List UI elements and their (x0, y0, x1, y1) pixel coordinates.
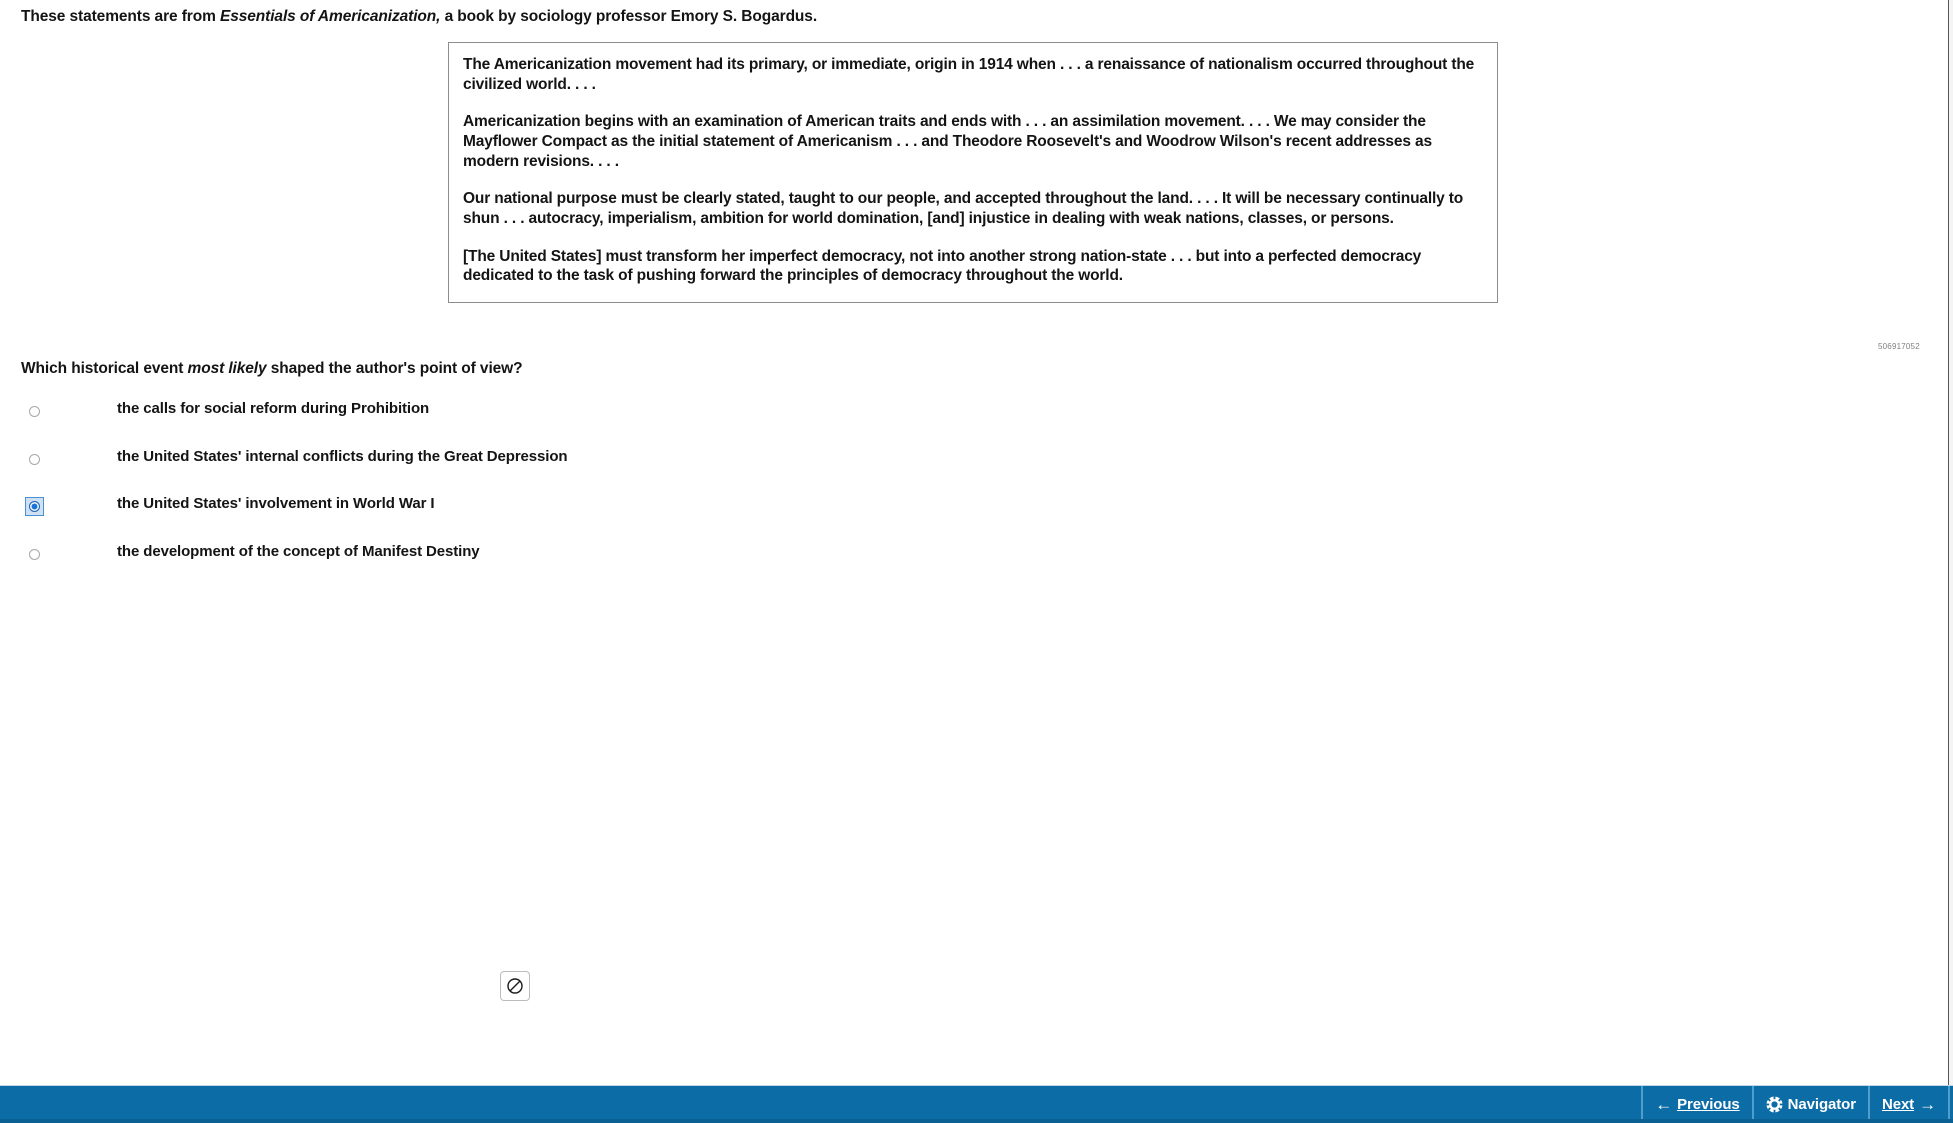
stimulus-paragraph: Our national purpose must be clearly stated, taught to our people, and accepted throughout the land. . . . It will be necessary continually to shun . . . autocracy, imperialism, ambition for world domination, [and] injustice in dealing with weak nations, classes, or persons. (463, 190, 1464, 228)
eliminate-choice-button[interactable] (500, 971, 530, 1001)
stimulus-paragraph: Americanization begins with an examination of American traits and ends with . . . an assimilation movement. . . . We may consider the Mayflower Compact as the initial statement of Americanism . . . and Theodore Roosevelt's and Woodrow Wilson's recent addresses as modern revisions. . . . (463, 113, 1432, 170)
question-suffix: shaped the author's point of view? (266, 360, 523, 377)
radio-button-option-d[interactable] (29, 549, 40, 560)
navigator-button[interactable] (1752, 1086, 1868, 1123)
next-button[interactable] (1868, 1086, 1950, 1123)
stimulus-book-title: Essentials of Americanization, (219, 8, 441, 25)
radio-button-option-a[interactable] (29, 406, 40, 417)
answer-option-row[interactable] (0, 448, 1000, 496)
stimulus-intro-suffix: a book by sociology professor Emory S. Bogardus. (440, 8, 818, 25)
page-frame-right-margin (1949, 0, 1953, 1085)
navigator-wheel-icon (1766, 1096, 1783, 1113)
stimulus-quote-box (448, 42, 1498, 303)
next-button-label: Next (1881, 1096, 1915, 1113)
item-id-label: 506917052 (1878, 342, 1920, 351)
navigator-button-label: Navigator (1787, 1096, 1856, 1113)
answer-option-label: the development of the concept of Manifest Destiny (117, 542, 480, 560)
radio-button-option-b[interactable] (29, 454, 40, 465)
stimulus-paragraph: The Americanization movement had its primary, or immediate, origin in 1914 when . . . a renaissance of nationalism occurred throughout the civilized world. . . . (463, 56, 1475, 93)
arrow-left-icon: ← (1655, 1095, 1673, 1114)
question-stem (21, 360, 523, 378)
answer-option-row[interactable] (0, 400, 1000, 448)
answer-option-row-selected[interactable] (0, 495, 1000, 543)
answer-option-label: the United States' involvement in World War I (117, 495, 435, 512)
stimulus-paragraph: [The United States] must transform her imperfect democracy, not into another strong nation-state . . . but into a perfected democracy dedicated to the task of pushing forward the principles of democracy throughout the world. (463, 247, 1422, 285)
bottom-navigation-bar (0, 1086, 1953, 1123)
question-emphasis: most likely (187, 360, 267, 377)
navigation-button-group (1641, 1086, 1950, 1123)
previous-button[interactable] (1641, 1086, 1751, 1123)
stimulus-intro-line (21, 8, 817, 26)
arrow-right-icon: → (1919, 1095, 1936, 1114)
previous-button-label: Previous (1677, 1096, 1740, 1113)
answer-option-label: the United States' internal conflicts during the Great Depression (117, 447, 568, 465)
radio-button-option-c[interactable] (29, 501, 40, 512)
question-prefix: Which historical event (21, 360, 188, 377)
answer-options-list (0, 400, 1000, 590)
no-entry-icon (506, 977, 524, 995)
answer-option-label: the calls for social reform during Prohibition (117, 400, 430, 417)
bottom-bar-shadow (0, 1119, 1953, 1123)
stimulus-intro-prefix: These statements are from (21, 8, 220, 25)
answer-option-row[interactable] (0, 543, 1000, 591)
page-border-right (1948, 0, 1949, 1085)
